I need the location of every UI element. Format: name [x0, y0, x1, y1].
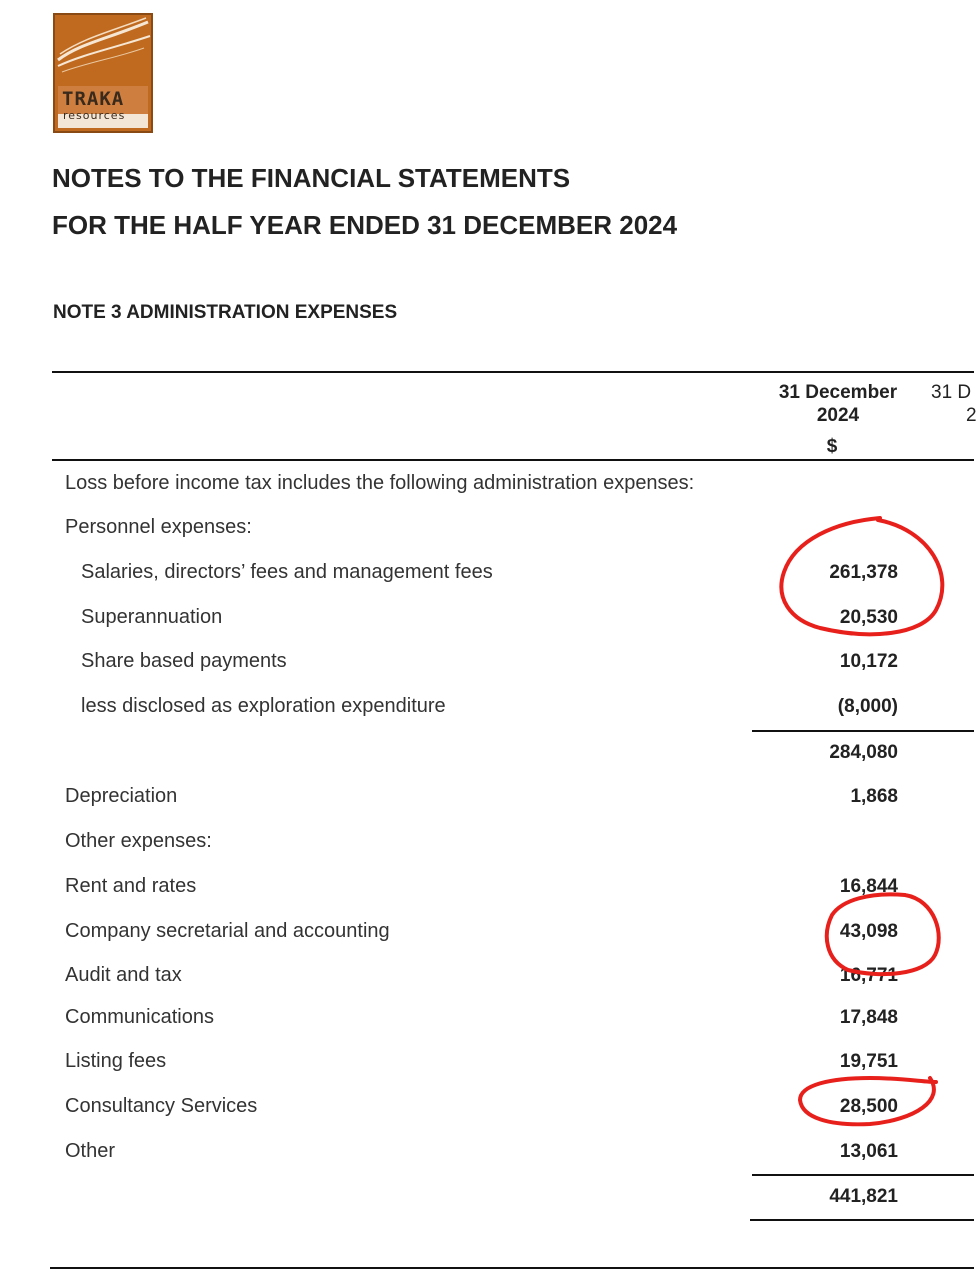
subtotal-rule [752, 730, 974, 732]
row-listing-value: 19,751 [839, 1051, 898, 1072]
page-bottom-rule [50, 1267, 974, 1269]
row-intro-label: Loss before income tax includes the following administration expenses: [65, 472, 695, 494]
row-rent-value: 16,844 [839, 876, 898, 897]
row-secretarial-label: Company secretarial and accounting [65, 920, 390, 942]
row-depreciation-label: Depreciation [65, 785, 178, 807]
row-other-header: Other expenses: [65, 830, 212, 852]
note-title: NOTE 3 ADMINISTRATION EXPENSES [53, 302, 398, 323]
row-rent-label: Rent and rates [65, 875, 197, 897]
row-audit-label: Audit and tax [65, 964, 182, 986]
row-audit-value: 16,771 [839, 965, 898, 986]
row-super-label: Superannuation [81, 606, 223, 628]
column-prior-title: 31 D [931, 382, 972, 403]
row-depreciation-value: 1,868 [850, 786, 898, 807]
column-current-unit: $ [826, 436, 838, 457]
page-title-line1: NOTES TO THE FINANCIAL STATEMENTS [52, 163, 571, 193]
row-share-label: Share based payments [81, 650, 287, 672]
row-other-label: Other [65, 1140, 116, 1162]
row-less-value: (8,000) [837, 696, 898, 717]
column-prior-year: 2 [966, 405, 977, 426]
header-bottom-rule [52, 459, 974, 461]
row-consultancy-label: Consultancy Services [65, 1095, 258, 1117]
row-secretarial-value: 43,098 [839, 921, 898, 942]
row-share-value: 10,172 [839, 651, 898, 672]
row-communications-label: Communications [65, 1006, 214, 1028]
row-listing-label: Listing fees [65, 1050, 167, 1072]
total-bottom-rule [750, 1219, 974, 1221]
row-salaries-label: Salaries, directors’ fees and management fees [81, 561, 493, 583]
row-other-value: 13,061 [839, 1141, 898, 1162]
page-title-line2: FOR THE HALF YEAR ENDED 31 DECEMBER 2024 [52, 210, 678, 240]
row-consultancy-value: 28,500 [839, 1096, 898, 1117]
total-top-rule [752, 1174, 974, 1176]
row-less-label: less disclosed as exploration expenditure [81, 695, 446, 717]
logo-sub-text: resources [63, 109, 126, 122]
row-personnel-subtotal-value: 284,080 [829, 742, 898, 763]
row-salaries-value: 261,378 [829, 562, 898, 583]
row-total-value: 441,821 [829, 1186, 898, 1207]
row-communications-value: 17,848 [839, 1007, 898, 1028]
row-personnel-header: Personnel expenses: [65, 516, 252, 538]
table-top-rule [52, 371, 974, 373]
row-super-value: 20,530 [839, 607, 898, 628]
logo-brand-text: TRAKA [62, 88, 125, 110]
column-current-title: 31 December [778, 382, 898, 403]
column-current-year: 2024 [816, 405, 860, 426]
